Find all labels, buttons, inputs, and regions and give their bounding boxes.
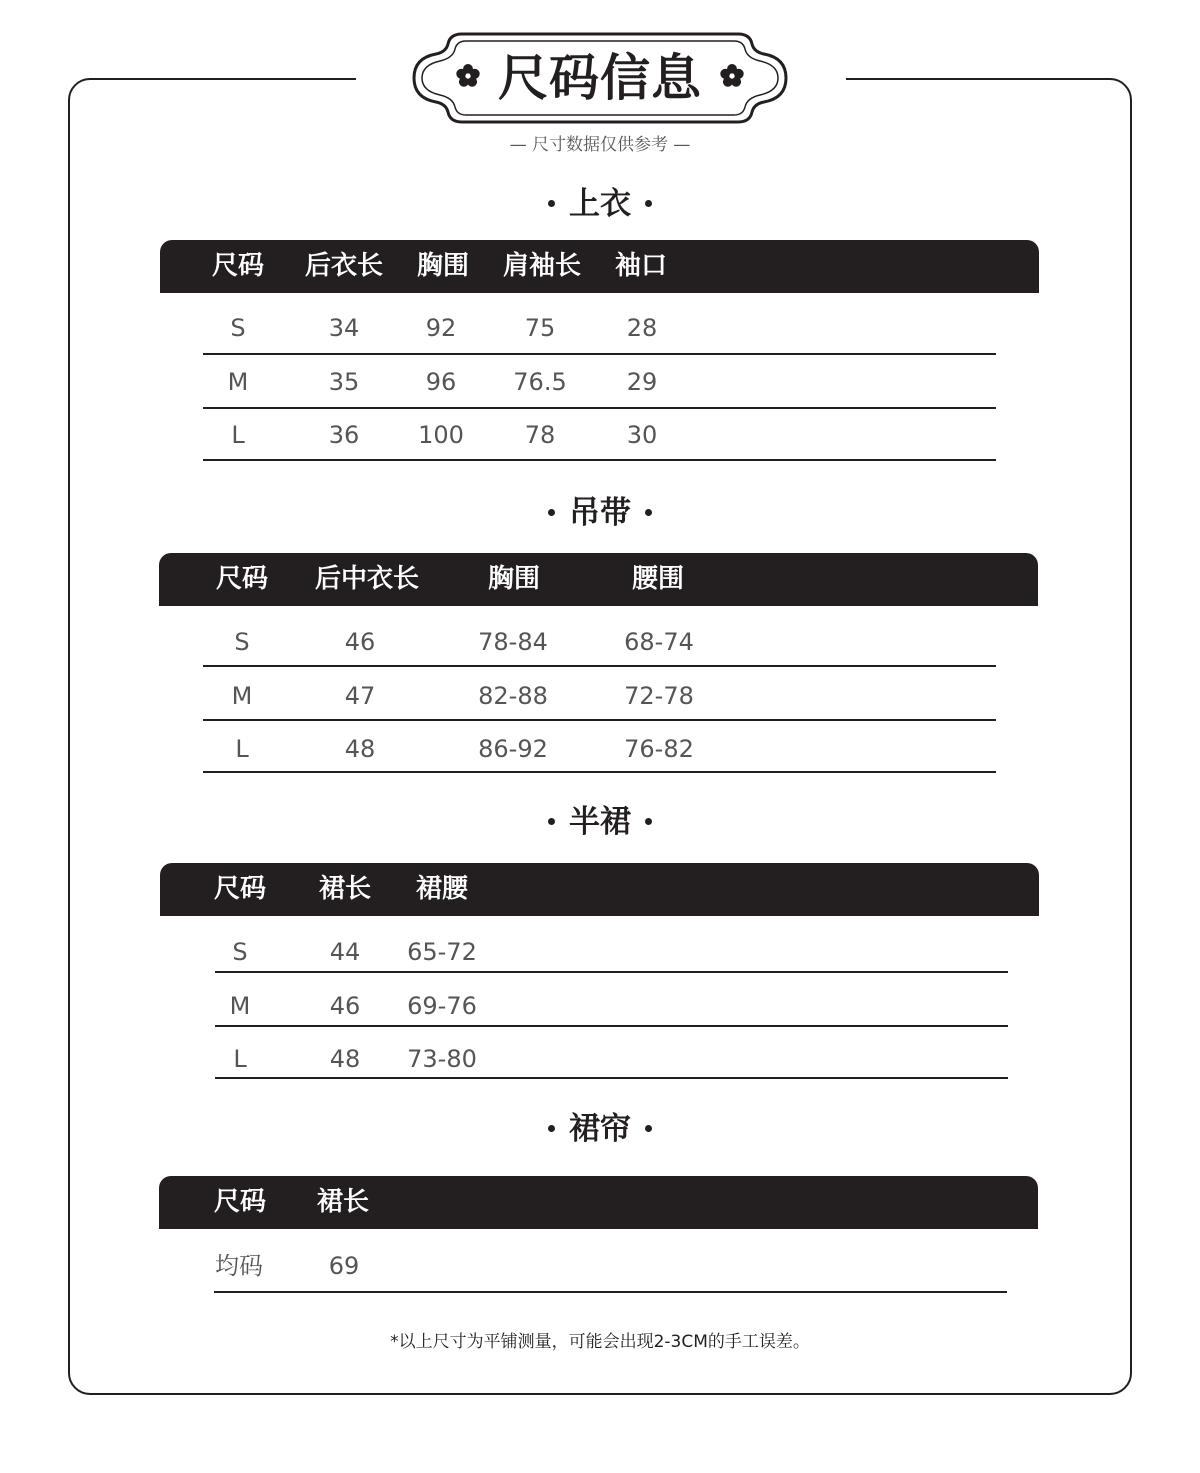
section-title-top [400,184,800,224]
table-cell: 96 [425,368,457,396]
table-cell: S [232,938,248,966]
section-title-text: 上衣 [569,186,631,222]
table-cell: M [231,682,253,710]
table-cell: 30 [626,421,658,449]
table-cell: S [230,314,246,342]
table-cell: 44 [329,938,361,966]
table-cell: 48 [344,735,376,763]
table-cell: 76.5 [513,368,567,396]
header-cell: 尺码 [215,564,269,594]
table-cell: 82-88 [478,682,548,710]
bullet-dot [645,509,652,516]
table-cell: 28 [626,314,658,342]
row-divider [215,971,1008,973]
section-title-camisole [400,493,800,533]
table-cell: L [233,1045,247,1073]
row-divider [203,719,996,721]
header-cell: 裙长 [316,1187,370,1217]
header-cell: 裙腰 [415,874,469,904]
table-cell: 100 [418,421,464,449]
section-title-text: 吊带 [569,495,631,531]
section-title-text: 裙帘 [569,1111,631,1147]
table-cell: M [229,992,251,1020]
table-cell: L [235,735,249,763]
header-cell: 胸围 [416,251,470,281]
header-cell: 肩袖长 [502,251,582,281]
bullet-dot [548,818,555,825]
table-cell: 47 [344,682,376,710]
row-divider [203,459,996,461]
row-divider [215,1077,1008,1079]
table-cell: 均码 [215,1252,263,1280]
table-cell: 48 [329,1045,361,1073]
table-cell: 46 [329,992,361,1020]
row-divider [214,1291,1007,1293]
table-cell: L [231,421,245,449]
table-cell: 76-82 [624,735,694,763]
section-title-skirt [400,802,800,842]
table-cell: 35 [328,368,360,396]
footnote: *以上尺寸为平铺测量，可能会出现2-3CM的手工误差。 [390,1332,810,1352]
row-divider [203,407,996,409]
row-divider [203,665,996,667]
section-title-text: 半裙 [569,804,631,840]
table-cell: 69-76 [407,992,477,1020]
header-cell: 袖口 [614,251,668,281]
table-cell: S [234,628,250,656]
bullet-dot [645,200,652,207]
table-cell: 72-78 [624,682,694,710]
row-divider [203,771,996,773]
table-cell: 29 [626,368,658,396]
row-divider [215,1025,1008,1027]
table-header-skirt [160,863,1039,916]
table-cell: 78-84 [478,628,548,656]
table-header-camisole [159,553,1038,606]
header-cell: 尺码 [211,251,265,281]
table-cell: 34 [328,314,360,342]
table-cell: 69 [328,1252,360,1280]
header-cell: 尺码 [213,874,267,904]
header-cell: 后中衣长 [314,564,420,594]
page-subtitle: — 尺寸数据仅供参考 — [509,135,691,155]
table-cell: 73-80 [407,1045,477,1073]
table-header-top [160,240,1039,293]
header-cell: 腰围 [631,564,685,594]
table-cell: 86-92 [478,735,548,763]
bullet-dot [645,1125,652,1132]
bullet-dot [548,200,555,207]
bullet-dot [548,509,555,516]
table-cell: M [227,368,249,396]
bullet-dot [645,818,652,825]
header-cell: 胸围 [487,564,541,594]
header-cell: 裙长 [318,874,372,904]
section-title-apron [400,1109,800,1149]
table-cell: 92 [425,314,457,342]
header-cell: 后衣长 [304,251,384,281]
table-header-apron [159,1176,1038,1229]
table-cell: 65-72 [407,938,477,966]
table-cell: 75 [524,314,556,342]
page-title: 尺码信息 [498,48,702,107]
table-cell: 46 [344,628,376,656]
row-divider [203,353,996,355]
header-cell: 尺码 [213,1187,267,1217]
bullet-dot [548,1125,555,1132]
table-cell: 68-74 [624,628,694,656]
table-cell: 36 [328,421,360,449]
table-cell: 78 [524,421,556,449]
